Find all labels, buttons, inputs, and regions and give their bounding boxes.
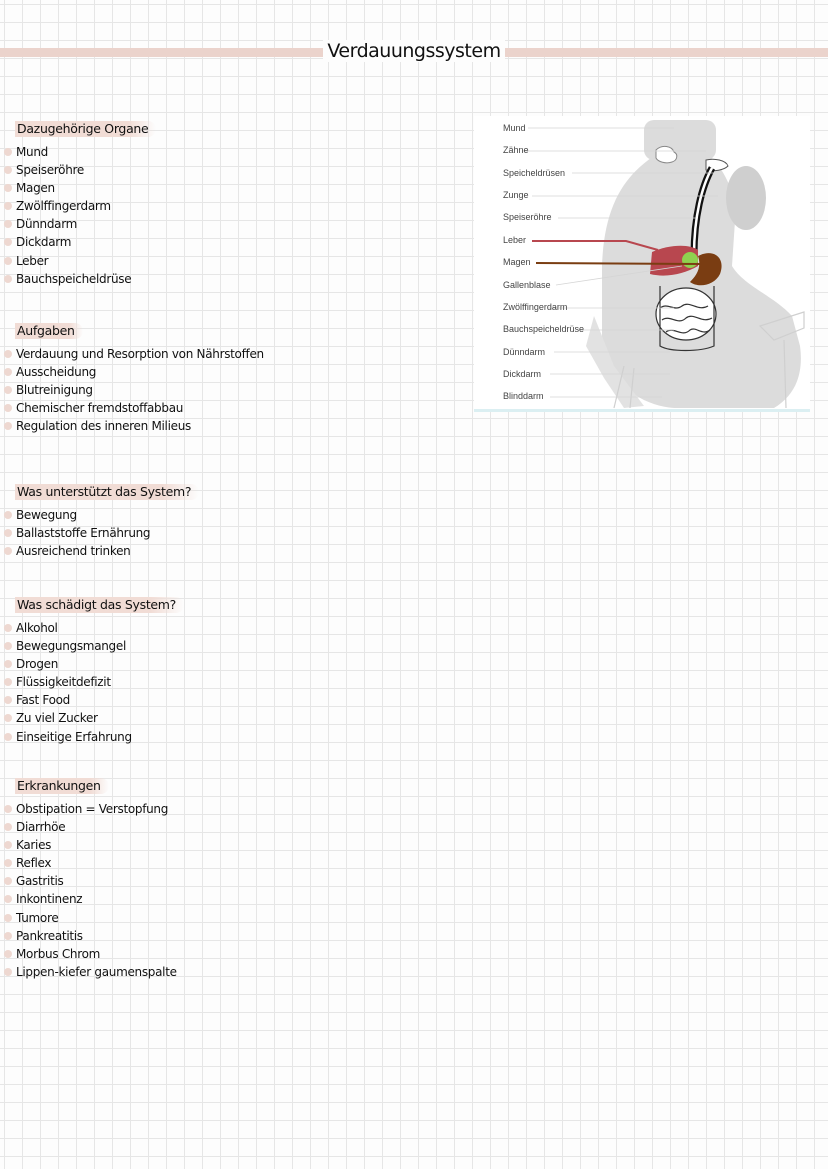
- list-item: Karies: [0, 836, 460, 854]
- section-organs: [0, 118, 460, 288]
- bullet-dot: [4, 547, 12, 555]
- list-item: Obstipation = Verstopfung: [0, 800, 460, 818]
- bullet-dot: [4, 529, 12, 537]
- list-item: Tumore: [0, 909, 460, 927]
- list-item: Drogen: [0, 655, 460, 673]
- list-item: Mund: [0, 143, 460, 161]
- bullet-dot: [4, 696, 12, 704]
- stomach-leader-line: [536, 263, 700, 264]
- bullet-dot: [4, 166, 12, 174]
- section-diseases: [0, 775, 460, 981]
- list-item: Ballaststoffe Ernährung: [0, 524, 460, 542]
- gallbladder-shape: [682, 252, 698, 268]
- task-list: [0, 345, 460, 435]
- bullet-dot: [4, 805, 12, 813]
- bullet-dot: [4, 368, 12, 376]
- section-heading: Erkrankungen: [15, 778, 109, 794]
- support-list: [0, 506, 460, 560]
- bullet-dot: [4, 257, 12, 265]
- list-item: Einseitige Erfahrung: [0, 728, 460, 746]
- organ-list: [0, 143, 460, 288]
- label-bauchspeicheldruese: Bauchspeicheldrüse: [503, 324, 585, 334]
- list-item: Dickdarm: [0, 233, 460, 251]
- page-title-wrap: [0, 40, 828, 62]
- bullet-dot: [4, 422, 12, 430]
- list-item: Regulation des inneren Milieus: [0, 417, 460, 435]
- bullet-dot: [4, 841, 12, 849]
- bullet-dot: [4, 733, 12, 741]
- list-item: Chemischer fremdstoffabbau: [0, 399, 460, 417]
- list-item: Ausscheidung: [0, 363, 460, 381]
- harm-list: [0, 619, 460, 746]
- bullet-dot: [4, 350, 12, 358]
- list-item: Morbus Chrom: [0, 945, 460, 963]
- page-title: Verdauungssystem: [323, 40, 504, 62]
- list-item: Pankreatitis: [0, 927, 460, 945]
- bullet-dot: [4, 220, 12, 228]
- bullet-dot: [4, 823, 12, 831]
- label-dickdarm: Dickdarm: [503, 369, 542, 379]
- list-item: Gastritis: [0, 872, 460, 890]
- label-mund: Mund: [503, 123, 526, 133]
- label-magen: Magen: [503, 257, 531, 267]
- bullet-dot: [4, 660, 12, 668]
- list-item: Bewegungsmangel: [0, 637, 460, 655]
- bullet-dot: [4, 275, 12, 283]
- list-item: Bauchspeicheldrüse: [0, 270, 460, 288]
- label-zwoelffingerdarm: Zwölffingerdarm: [503, 302, 568, 312]
- list-item: Alkohol: [0, 619, 460, 637]
- list-item: Diarrhöe: [0, 818, 460, 836]
- bullet-dot: [4, 950, 12, 958]
- list-item: Leber: [0, 252, 460, 270]
- bullet-dot: [4, 184, 12, 192]
- label-gallenblase: Gallenblase: [503, 280, 551, 290]
- bullet-dot: [4, 895, 12, 903]
- section-supports: [0, 481, 460, 560]
- section-harms: [0, 594, 460, 746]
- label-speicheldruesen: Speicheldrüsen: [503, 168, 566, 178]
- section-heading: Was unterstützt das System?: [15, 484, 199, 500]
- list-item: Blutreinigung: [0, 381, 460, 399]
- list-item: Zu viel Zucker: [0, 709, 460, 727]
- digestive-system-diagram: [474, 116, 810, 412]
- bullet-dot: [4, 624, 12, 632]
- bullet-dot: [4, 877, 12, 885]
- label-blinddarm: Blinddarm: [503, 391, 544, 401]
- bullet-dot: [4, 642, 12, 650]
- label-duenndarm: Dünndarm: [503, 347, 546, 357]
- bullet-dot: [4, 202, 12, 210]
- list-item: Ausreichend trinken: [0, 542, 460, 560]
- list-item: Speiseröhre: [0, 161, 460, 179]
- diagram-base-line: [474, 409, 810, 412]
- list-item: Magen: [0, 179, 460, 197]
- list-item: Fast Food: [0, 691, 460, 709]
- bullet-dot: [4, 238, 12, 246]
- bullet-dot: [4, 148, 12, 156]
- list-item: Verdauung und Resorption von Nährstoffen: [0, 345, 460, 363]
- disease-list: [0, 800, 460, 981]
- bullet-dot: [4, 678, 12, 686]
- bullet-dot: [4, 404, 12, 412]
- label-speiseroehre: Speiseröhre: [503, 212, 552, 222]
- bullet-dot: [4, 968, 12, 976]
- label-zaehne: Zähne: [503, 145, 529, 155]
- list-item: Zwölffingerdarm: [0, 197, 460, 215]
- list-item: Dünndarm: [0, 215, 460, 233]
- bullet-dot: [4, 386, 12, 394]
- bullet-dot: [4, 511, 12, 519]
- section-tasks: [0, 320, 460, 435]
- list-item: Reflex: [0, 854, 460, 872]
- bullet-dot: [4, 714, 12, 722]
- bullet-dot: [4, 932, 12, 940]
- section-heading: Dazugehörige Organe: [15, 121, 156, 137]
- list-item: Bewegung: [0, 506, 460, 524]
- label-leber: Leber: [503, 235, 527, 245]
- section-heading: Was schädigt das System?: [15, 597, 184, 613]
- list-item: Inkontinenz: [0, 890, 460, 908]
- list-item: Lippen-kiefer gaumenspalte: [0, 963, 460, 981]
- list-item: Flüssigkeitdefizit: [0, 673, 460, 691]
- label-zunge: Zunge: [503, 190, 529, 200]
- bullet-dot: [4, 914, 12, 922]
- bullet-dot: [4, 859, 12, 867]
- section-heading: Aufgaben: [15, 323, 83, 339]
